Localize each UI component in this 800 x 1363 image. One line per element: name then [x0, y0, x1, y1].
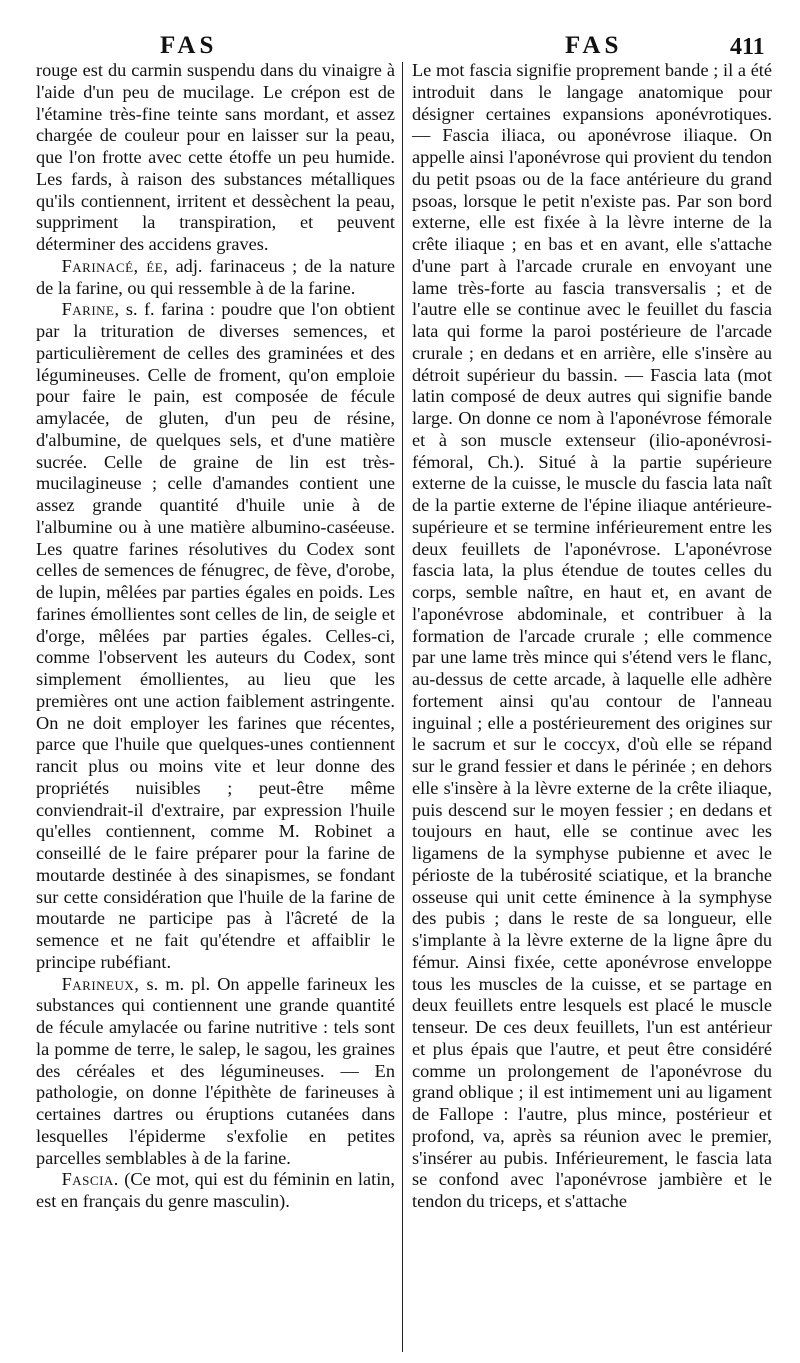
paragraph-fards-continued: rouge est du carmin suspendu dans du vinaigre à l'aide d'un peu de mucilage. Le crépon est de l'étamine très-fine teinte sans mordant, et assez chargée de couleur pour en laisser sur la peau, que l'on frotte avec cette étoffe un peu humide. Les fards, à raison des substances métalliques qu'ils contiennent, irritent et dessèchent la peau, suppriment la transpiration, et peuvent déterminer des accidens graves.	[36, 60, 395, 254]
running-head-left: FAS	[160, 32, 218, 59]
left-column	[36, 60, 395, 1213]
entry-farineux-body: s. m. pl. On appelle farineux les substances qui contiennent une grande quantité de fécule amylacée ou farine nutritive : tels sont la pomme de terre, le salep, le sagou, les graines des céréales et des légumineuses. — En pathologie, on donne l'épithète de farineuses à certaines dartres ou éruptions cutanées dans lesquelles l'épiderme s'exfolie en petites parcelles semblables à de la farine.	[36, 973, 395, 1168]
entry-farine	[36, 299, 395, 973]
paragraph-fascia-continued: Le mot fascia signifie proprement bande ; il a été introduit dans le langage anatomique pour désigner certaines expansions aponévrotiques. — Fascia iliaca, ou aponévrose iliaque. On appelle ainsi l'aponévrose qui provient du tendon du petit psoas ou de la face antérieure du grand psoas, lorsque le petit n'existe pas. Par son bord externe, elle est fixée à la lèvre interne de la crête iliaque ; en bas et en avant, elle s'attache d'une part à l'arcade crurale en envoyant une lame très-forte au fascia transversalis ; et de l'autre elle se continue avec le feuillet du fascia lata qui forme la paroi postérieure de l'arcade crurale ; en dedans et en arrière, elle s'insère au détroit supérieur du bassin. — Fascia lata (mot latin composé de deux autres qui signifie bande large. On donne ce nom à l'aponévrose fémorale et à son muscle extenseur (ilio-aponévrosi-fémoral, Ch.). Situé à la partie supérieure externe de la cuisse, le muscle du fascia lata naît de la partie externe de l'épine iliaque antérieure-supérieure et se termine inférieurement entre les deux feuillets de l'aponévrose. L'aponévrose fascia lata, la plus étendue de toutes celles du corps, semble naître, en haut et, en avant de l'aponévrose abdominale, et contribuer à la formation de l'arcade crurale ; elle commence par une lame très mince qui s'étend vers le flanc, au-dessus de cette arcade, à laquelle elle adhère fortement ainsi qu'au contour de l'anneau inguinal ; elle a postérieurement des origines sur le sacrum et sur le coccyx, d'où elle se répand sur le grand fessier et dans le périnée ; en dehors elle s'insère à la lèvre externe de la crête iliaque, puis descend sur le moyen fessier ; en dedans et toujours en haut, elle se continue avec les ligamens de la symphyse pubienne et avec le périoste de la tubérosité sciatique, et la branche osseuse qui unit cette éminence à la symphyse des pubis ; dans le reste de sa longueur, elle s'implante à la lèvre externe de la ligne âpre du fémur. Ainsi fixée, cette aponévrose enveloppe tous les muscles de la cuisse, et se partage en deux feuillets entre lesquels est placé le muscle tenseur. De ces deux feuillets, l'un est antérieur et plus épais que l'autre, et peut être considéré comme un prolongement de l'aponévrose du grand oblique ; il est intimement uni au ligament de Fallope : l'autre, plus mince, postérieur et profond, va, après sa réunion avec le premier, s'insérer au pubis. Inférieurement, le fascia lata se confond avec l'aponévrose jambière et le tendon du triceps, et s'attache	[412, 60, 772, 1211]
entry-fascia	[36, 1169, 395, 1213]
entry-farinace-body: adj. farinaceus ; de la nature de la farine, ou qui ressemble à de la farine.	[36, 255, 395, 298]
headword-farinace: Farinacé, ée,	[61, 255, 169, 276]
headword-fascia: Fascia.	[61, 1169, 119, 1190]
column-divider	[402, 62, 403, 1352]
entry-farineux	[36, 974, 395, 1170]
entry-farine-body: s. f. farina : poudre que l'on obtient par la trituration de diverses semences, et particulièrement de celles des graminées et des légumineuses. Celle de froment, qu'on emploie pour faire le pain, est composée de fécule amylacée, de gluten, d'un peu de résine, d'albumine, de quelques sels, et d'une matière sucrée. Celle de graine de lin est très-mucilagineuse ; celle d'amandes contient une assez grande quantité d'huile unie à de l'albumine ou à une matière albumino-caséeuse. Les quatre farines résolutives du Codex sont celles de semences de fénugrec, de fève, d'orobe, de lupin, mêlées par parties égales en poids. Les farines émollientes sont celles de lin, de seigle et d'orge, mêlées par parties égales. Celles-ci, comme l'observent les auteurs du Codex, sont simplement émollientes, au lieu que les premières ont une action faiblement astringente. On ne doit employer les farines que récentes, parce que l'huile que quelques-unes contiennent rancit plus ou moins vite et leur donne des propriétés nuisibles ; peut-être même conviendrait-il d'extraire, par expression l'huile qu'elles contiennent, comme M. Robinet a conseillé de le faire préparer pour la farine de moutarde destinée à des sinapismes, se fondant sur cette considération que l'huile de la farine de moutarde ne participe pas à l'âcreté de la semence et ne fait qu'étendre et affaiblir le principe rubéfiant.	[36, 299, 395, 972]
headword-farine: Farine,	[61, 299, 120, 320]
running-head-right: FAS	[565, 32, 623, 59]
entry-fascia-body: (Ce mot, qui est du féminin en latin, est en français du genre masculin).	[36, 1169, 395, 1211]
headword-farineux: Farineux,	[61, 973, 140, 994]
entry-farinace	[36, 256, 395, 300]
page-number: 411	[730, 34, 765, 60]
right-column	[412, 60, 772, 1213]
